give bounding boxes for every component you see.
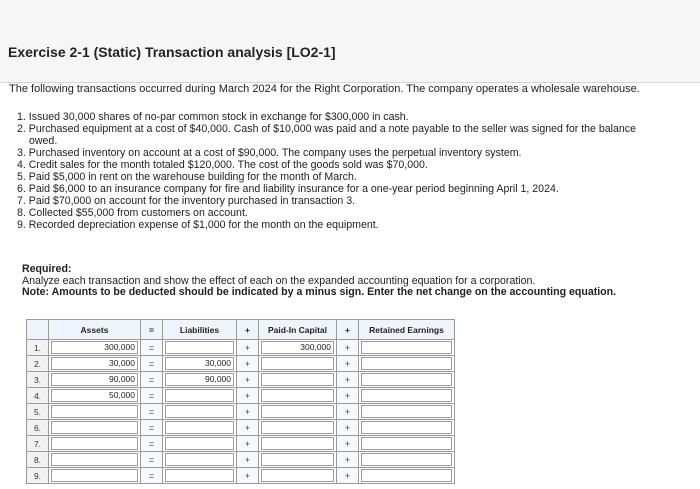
paid-in-capital-input[interactable] <box>261 389 334 402</box>
paid-in-capital-input[interactable] <box>261 373 334 386</box>
row-number: 6. <box>27 420 49 436</box>
retained-earnings-input[interactable] <box>361 373 452 386</box>
liabilities-input-cell <box>163 388 237 404</box>
transaction-list <box>17 111 697 231</box>
plus-sign: + <box>337 356 359 372</box>
transaction-item: 8. Collected $55,000 from customers on account. <box>17 207 248 219</box>
assets-input-cell <box>49 356 141 372</box>
equals-sign: = <box>141 468 163 484</box>
required-heading: Required: <box>22 263 72 275</box>
plus-sign: + <box>337 452 359 468</box>
paid-in-capital-input[interactable] <box>261 357 334 370</box>
table-row <box>27 388 455 404</box>
plus-sign: + <box>237 436 259 452</box>
plus-sign: + <box>337 404 359 420</box>
liabilities-input-cell <box>163 340 237 356</box>
paid-in-capital-input[interactable]: 300,000 <box>261 341 334 354</box>
plus-sign: + <box>337 388 359 404</box>
retained-earnings-input-cell <box>359 436 455 452</box>
liabilities-input[interactable] <box>165 469 234 482</box>
equals-sign: = <box>141 452 163 468</box>
retained-earnings-input-cell <box>359 388 455 404</box>
paid-in-capital-input-cell <box>259 468 337 484</box>
plus-sign: + <box>237 420 259 436</box>
liabilities-input[interactable]: 30,000 <box>165 357 234 370</box>
equals-sign: = <box>141 388 163 404</box>
retained-earnings-input[interactable] <box>361 453 452 466</box>
paid-in-capital-input[interactable] <box>261 469 334 482</box>
assets-input[interactable]: 300,000 <box>51 341 138 354</box>
plus-sign: + <box>237 404 259 420</box>
retained-earnings-input-cell <box>359 468 455 484</box>
row-number: 1. <box>27 340 49 356</box>
retained-earnings-input[interactable] <box>361 357 452 370</box>
row-number: 3. <box>27 372 49 388</box>
plus-sign: + <box>237 372 259 388</box>
assets-input-cell <box>49 420 141 436</box>
retained-earnings-input-cell <box>359 372 455 388</box>
assets-input-cell <box>49 340 141 356</box>
plus-sign: + <box>237 356 259 372</box>
paid-in-capital-input[interactable] <box>261 421 334 434</box>
paid-in-capital-input[interactable] <box>261 405 334 418</box>
row-number: 5. <box>27 404 49 420</box>
intro-text: The following transactions occurred during March 2024 for the Right Corporation. The company operates a wholesale warehouse. <box>9 83 640 95</box>
assets-input[interactable] <box>51 437 138 450</box>
paid-in-capital-input[interactable] <box>261 453 334 466</box>
equals-sign: = <box>141 404 163 420</box>
plus-sign: + <box>337 468 359 484</box>
note-text: Note: Amounts to be deducted should be indicated by a minus sign. Enter the net change on the accounting equation. <box>22 286 617 298</box>
accounting-equation-table <box>26 319 455 484</box>
assets-input[interactable]: 50,000 <box>51 389 138 402</box>
transaction-item: 6. Paid $6,000 to an insurance company for fire and liability insurance for a one-year period beginning April 1, 2024. <box>17 183 559 195</box>
equals-sign: = <box>141 340 163 356</box>
liabilities-input[interactable] <box>165 453 234 466</box>
table-row <box>27 436 455 452</box>
retained-earnings-input-cell <box>359 340 455 356</box>
retained-earnings-input[interactable] <box>361 469 452 482</box>
plus-sign: + <box>237 452 259 468</box>
plus-header: + <box>237 320 259 340</box>
liabilities-input-cell <box>163 436 237 452</box>
retained-earnings-input-cell <box>359 420 455 436</box>
header-band <box>0 0 700 83</box>
plus-sign: + <box>237 340 259 356</box>
plus-header: + <box>337 320 359 340</box>
retained-earnings-input[interactable] <box>361 405 452 418</box>
retained-earnings-header: Retained Earnings <box>359 320 455 340</box>
table-row <box>27 468 455 484</box>
equals-header: = <box>141 320 163 340</box>
transaction-item: 1. Issued 30,000 shares of no-par common stock in exchange for $300,000 in cash. <box>17 111 409 123</box>
table-row <box>27 420 455 436</box>
retained-earnings-input[interactable] <box>361 437 452 450</box>
liabilities-input-cell <box>163 452 237 468</box>
liabilities-header: Liabilities <box>163 320 237 340</box>
retained-earnings-input-cell <box>359 356 455 372</box>
plus-sign: + <box>337 436 359 452</box>
question-content <box>0 83 700 489</box>
liabilities-input-cell <box>163 468 237 484</box>
liabilities-input-cell <box>163 372 237 388</box>
paid-in-capital-input-cell <box>259 372 337 388</box>
paid-in-capital-header: Paid-In Capital <box>259 320 337 340</box>
plus-sign: + <box>237 468 259 484</box>
assets-input[interactable] <box>51 421 138 434</box>
assets-input-cell <box>49 388 141 404</box>
equals-sign: = <box>141 436 163 452</box>
assets-input-cell <box>49 468 141 484</box>
equals-sign: = <box>141 420 163 436</box>
retained-earnings-input[interactable] <box>361 341 452 354</box>
transaction-item: 5. Paid $5,000 in rent on the warehouse building for the month of March. <box>17 171 357 183</box>
plus-sign: + <box>337 340 359 356</box>
transaction-item: 9. Recorded depreciation expense of $1,000 for the month on the equipment. <box>17 219 379 231</box>
retained-earnings-input[interactable] <box>361 389 452 402</box>
row-number: 2. <box>27 356 49 372</box>
assets-input-cell <box>49 372 141 388</box>
assets-input[interactable] <box>51 405 138 418</box>
liabilities-input[interactable] <box>165 405 234 418</box>
row-number: 9. <box>27 468 49 484</box>
retained-earnings-input[interactable] <box>361 421 452 434</box>
liabilities-input-cell <box>163 420 237 436</box>
paid-in-capital-input-cell <box>259 404 337 420</box>
assets-input[interactable]: 90,000 <box>51 373 138 386</box>
plus-sign: + <box>237 388 259 404</box>
equals-sign: = <box>141 372 163 388</box>
paid-in-capital-input-cell <box>259 436 337 452</box>
transaction-item: 3. Purchased inventory on account at a cost of $90,000. The company uses the perpetual inventory system. <box>17 147 522 159</box>
plus-sign: + <box>337 372 359 388</box>
table-row <box>27 404 455 420</box>
paid-in-capital-input[interactable] <box>261 437 334 450</box>
assets-input-cell <box>49 452 141 468</box>
assets-input-cell <box>49 404 141 420</box>
assets-input[interactable] <box>51 469 138 482</box>
paid-in-capital-input-cell <box>259 356 337 372</box>
equals-sign: = <box>141 356 163 372</box>
paid-in-capital-input-cell <box>259 420 337 436</box>
liabilities-input[interactable] <box>165 341 234 354</box>
transaction-item-continued <box>17 135 697 147</box>
row-number: 4. <box>27 388 49 404</box>
table-row <box>27 372 455 388</box>
liabilities-input[interactable]: 90,000 <box>165 373 234 386</box>
transaction-item: 7. Paid $70,000 on account for the inventory purchased in transaction 3. <box>17 195 356 207</box>
plus-sign: + <box>337 420 359 436</box>
assets-input[interactable] <box>51 453 138 466</box>
paid-in-capital-input-cell <box>259 388 337 404</box>
retained-earnings-input-cell <box>359 452 455 468</box>
liabilities-input[interactable] <box>165 421 234 434</box>
table-row <box>27 340 455 356</box>
liabilities-input-cell <box>163 356 237 372</box>
table-row <box>27 356 455 372</box>
row-number: 7. <box>27 436 49 452</box>
liabilities-input[interactable] <box>165 389 234 402</box>
table-row <box>27 452 455 468</box>
transaction-continuation: owed. <box>29 135 58 147</box>
paid-in-capital-input-cell <box>259 452 337 468</box>
liabilities-input[interactable] <box>165 437 234 450</box>
row-number: 8. <box>27 452 49 468</box>
paid-in-capital-input-cell <box>259 340 337 356</box>
assets-input[interactable]: 30,000 <box>51 357 138 370</box>
transaction-item: 2. Purchased equipment at a cost of $40,000. Cash of $10,000 was paid and a note payable to the seller was signed for the balance <box>17 123 636 135</box>
transaction-item: 4. Credit sales for the month totaled $120,000. The cost of the goods sold was $70,000. <box>17 159 428 171</box>
retained-earnings-input-cell <box>359 404 455 420</box>
row-number-header <box>27 320 49 340</box>
assets-header: Assets <box>49 320 141 340</box>
liabilities-input-cell <box>163 404 237 420</box>
required-text: Analyze each transaction and show the effect of each on the expanded accounting equation for a corporation. <box>22 275 536 287</box>
assets-input-cell <box>49 436 141 452</box>
exercise-title: Exercise 2-1 (Static) Transaction analysis [LO2-1] <box>8 44 336 60</box>
table-header-row <box>27 320 455 340</box>
